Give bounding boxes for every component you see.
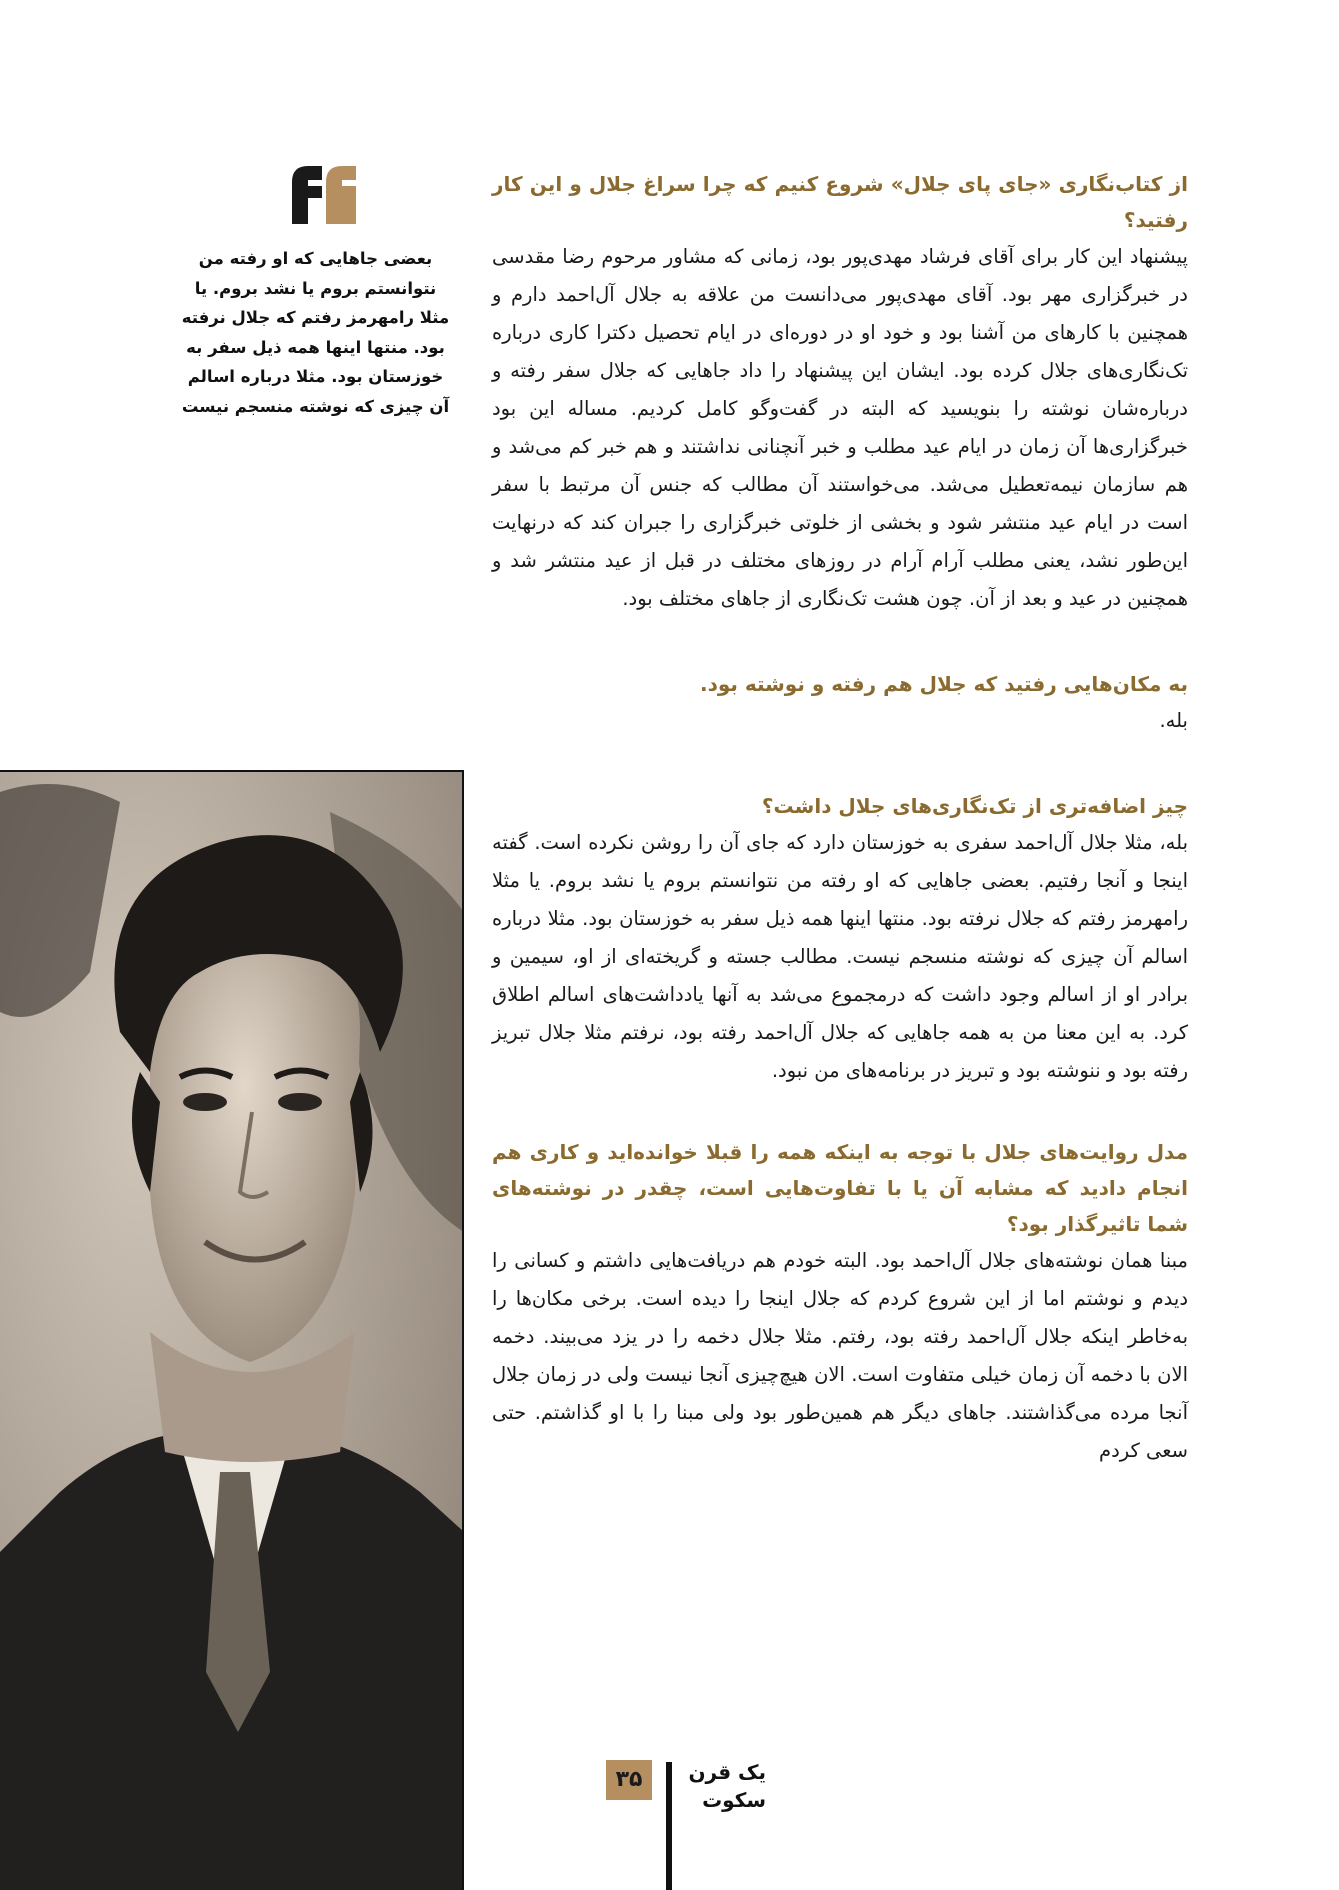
- magazine-name-line2: سکوت: [702, 1788, 766, 1812]
- magazine-logo-icon: [290, 164, 358, 226]
- portrait-photo: [0, 770, 464, 1890]
- portrait-photo-icon: [0, 772, 464, 1890]
- interview-answer: بله.: [1159, 709, 1188, 732]
- interview-question: به مکان‌هایی رفتید که جلال هم رفته و نوشته بود.: [699, 672, 1188, 696]
- interview-question: چیز اضافه‌تری از تک‌نگاری‌های جلال داشت؟: [761, 794, 1188, 818]
- magazine-name-line1: یک قرن: [688, 1760, 766, 1784]
- article-body: [492, 166, 1188, 1470]
- interview-answer: پیشنهاد این کار برای آقای فرشاد مهدی‌پور بود، زمانی که مشاور مرحوم رضا مقدسی در خبرگزاری مهر بود. آقای مهدی‌پور می‌دانست من علاقه به جلال آل‌احمد دارم و همچنین با کارهای من آشنا بود و خود او در دوره‌ای در ایام تحصیل دکترا کاری درباره تک‌نگاری‌های جلال کرده بود. ایشان این پیشنهاد را داد جاهایی که جلال سفر رفته و درباره‌شان نوشته را بنویسید که البته در گفت‌وگو کامل کردیم. مساله این بود خبرگزاری‌ها آن زمان در ایام عید مطلب و خبر آنچنانی نداشتند و هم خبر کم می‌شد و هم سازمان نیمه‌تعطیل می‌شد. می‌خواستند آن مطالب که جنس آن مرتبط با سفر است در ایام عید منتشر شود و بخشی از خلوتی خبرگزاری را جبران کند که درنهایت این‌طور نشد، یعنی مطلب آرام آرام در روزهای مختلف در قبل از عید منتشر شد و همچنین در عید و بعد از آن. چون هشت تک‌نگاری از جاهای مختلف بود.: [492, 245, 1188, 610]
- interview-question: مدل روایت‌های جلال با توجه به اینکه همه را قبلا خوانده‌اید و کاری هم انجام دادید که مشابه آن یا با تفاوت‌هایی است، چقدر در نوشته‌های شما تاثیرگذار بود؟: [492, 1140, 1188, 1236]
- pull-quote: بعضی جاهایی که او رفته من نتوانستم بروم یا نشد بروم. یا مثلا رامهرمز رفتم که جلال نرفته بود. منتها اینها همه ذیل سفر به خوزستان بود. مثلا درباره اسالم آن چیزی که نوشته منسجم نیست: [181, 249, 450, 416]
- interview-answer: مبنا همان نوشته‌های جلال آل‌احمد بود. البته خودم هم دریافت‌هایی داشتم و کسانی را دیدم و نوشتم اما از این شروع کردم که جلال اینجا را دیده است. برخی مکان‌ها را به‌خاطر اینکه جلال آل‌احمد رفته بود، رفتم. مثلا جلال دخمه را در یزد می‌بیند. دخمه الان با دخمه آن زمان خیلی متفاوت است. الان هیچ‌چیزی آنجا نیست ولی در زمان جلال آنجا مرده می‌گذاشتند. جاهای دیگر هم همین‌طور بود ولی مبنا را با او گذاشتم. حتی سعی کردم: [492, 1249, 1188, 1462]
- interview-question: از کتاب‌نگاری «جای پای جلال» شروع کنیم که چرا سراغ جلال و این کار رفتید؟: [492, 172, 1188, 232]
- page-number: ۳۵: [606, 1760, 652, 1800]
- interview-answer: بله، مثلا جلال آل‌احمد سفری به خوزستان دارد که جای آن را روشن نکرده است. گفته اینجا و آنجا رفتیم. بعضی جاهایی که او رفته من نتوانستم بروم یا نشد بروم. یا مثلا رامهرمز رفتم که جلال نرفته بود. منتها اینها همه ذیل سفر به خوزستان بود. مثلا درباره اسالم آن چیزی که نوشته منسجم نیست. مطالب جسته و گریخته‌ای از او، سیمین و برادر او از اسالم وجود داشت که درمجموع می‌شد به آنها یادداشت‌های اسالم اطلاق کرد. به این معنا من به همه جاهایی که جلال آل‌احمد رفته بود، نرفتم مثلا جلال تبریز رفته بود و ننوشته بود و تبریز در برنامه‌های من نبود.: [492, 831, 1188, 1082]
- footer-rule: [666, 1762, 672, 1890]
- magazine-name: [686, 1758, 766, 1814]
- logo-svg: [290, 164, 358, 226]
